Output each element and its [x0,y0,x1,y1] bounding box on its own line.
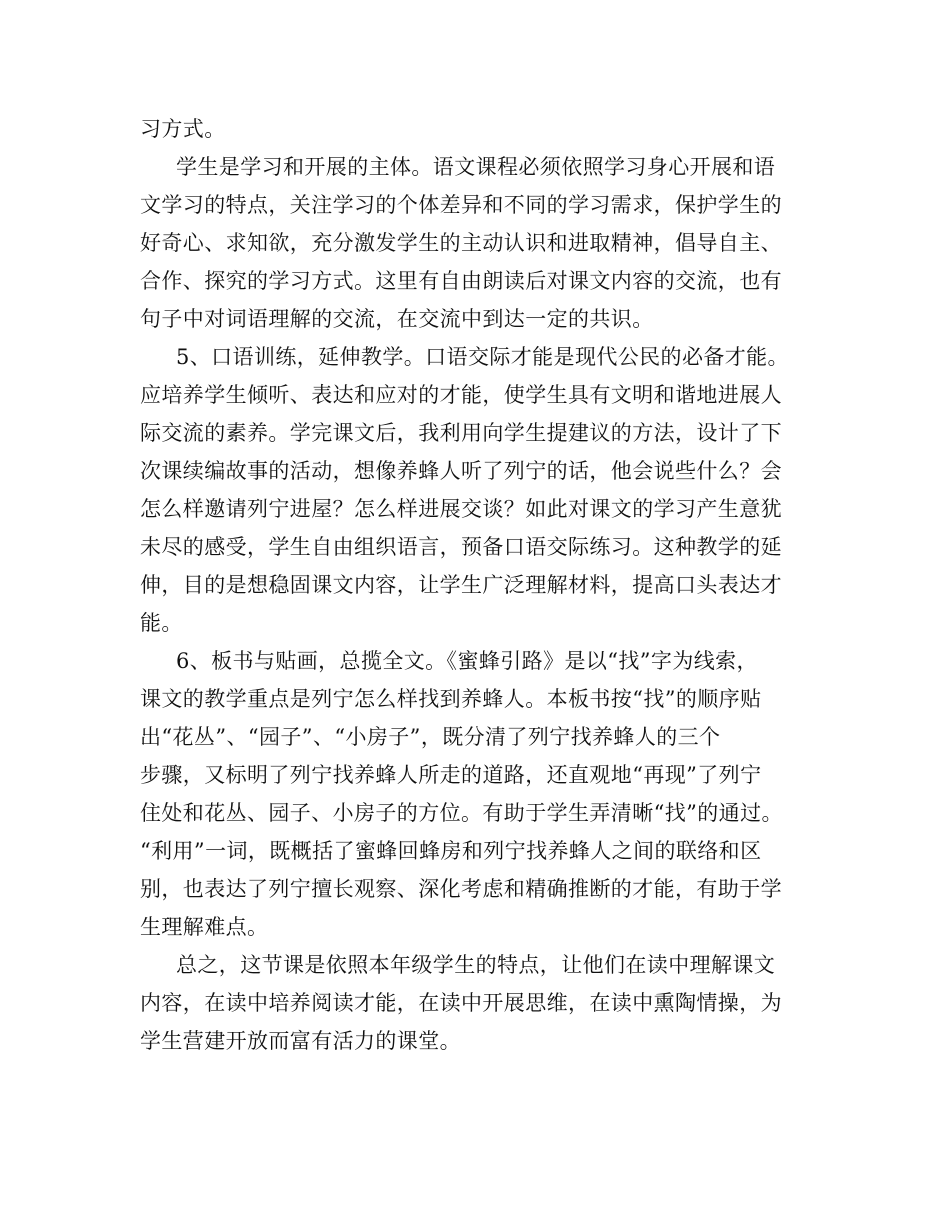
paragraph-start-line: 总之，这节课是依照本年级学生的特点，让他们在读中理解课文 [176,953,776,977]
text-line: 好奇心、求知欲，充分激发学生的主动认识和进取精神，倡导自主、 [140,231,782,255]
text-line: 住处和花丛、园子、小房子的方位。有助于学生弄清晰“找”的通过。 [140,801,783,825]
text-line: 应培养学生倾听、表达和应对的才能，使学生具有文明和谐地进展人 [140,383,782,407]
text-line: 能。 [140,611,183,635]
text-line: 步骤，又标明了列宁找养蜂人所走的道路，还直观地“再现”了列宁 [140,763,762,787]
text-line: 际交流的素养。学完课文后，我利用向学生提建议的方法，设计了下 [140,421,782,445]
text-line: 未尽的感受，学生自由组织语言，预备口语交际练习。这种教学的延 [140,535,782,559]
text-line: 出“花丛”、“园子”、“小房子”，既分清了列宁找养蜂人的三个 [140,725,721,749]
paragraph-start-line: 学生是学习和开展的主体。语文课程必须依照学习身心开展和语 [176,155,776,179]
text-line: 生理解难点。 [140,915,269,939]
text-line: 习方式。 [140,117,226,141]
text-line: “利用”一词，既概括了蜜蜂回蜂房和列宁找养蜂人之间的联络和区 [140,839,762,863]
text-line: 内容，在读中培养阅读才能，在读中开展思维，在读中熏陶情操，为 [140,991,782,1015]
text-line: 伸，目的是想稳固课文内容，让学生广泛理解材料，提高口头表达才 [140,573,782,597]
paragraph-start-line: 5、口语训练，延伸教学。口语交际才能是现代公民的必备才能。 [176,345,789,369]
text-line: 次课续编故事的活动，想像养蜂人听了列宁的话，他会说些什么？会 [140,459,782,483]
body-text [140,110,820,1060]
text-line: 学生营建开放而富有活力的课堂。 [140,1029,461,1053]
text-line: 合作、探究的学习方式。这里有自由朗读后对课文内容的交流，也有 [140,269,782,293]
text-line: 文学习的特点，关注学习的个体差异和不同的学习需求，保护学生的 [140,193,782,217]
text-line: 别，也表达了列宁擅长观察、深化考虑和精确推断的才能，有助于学 [140,877,782,901]
text-line: 句子中对词语理解的交流，在交流中到达一定的共识。 [140,307,654,331]
text-line: 怎么样邀请列宁进屋？怎么样进展交谈？如此对课文的学习产生意犹 [140,497,782,521]
text-line: 课文的教学重点是列宁怎么样找到养蜂人。本板书按“找”的顺序贴 [140,687,762,711]
paragraph-start-line: 6、板书与贴画，总揽全文。《蜜蜂引路》是以“找”字为线索， [176,649,758,673]
